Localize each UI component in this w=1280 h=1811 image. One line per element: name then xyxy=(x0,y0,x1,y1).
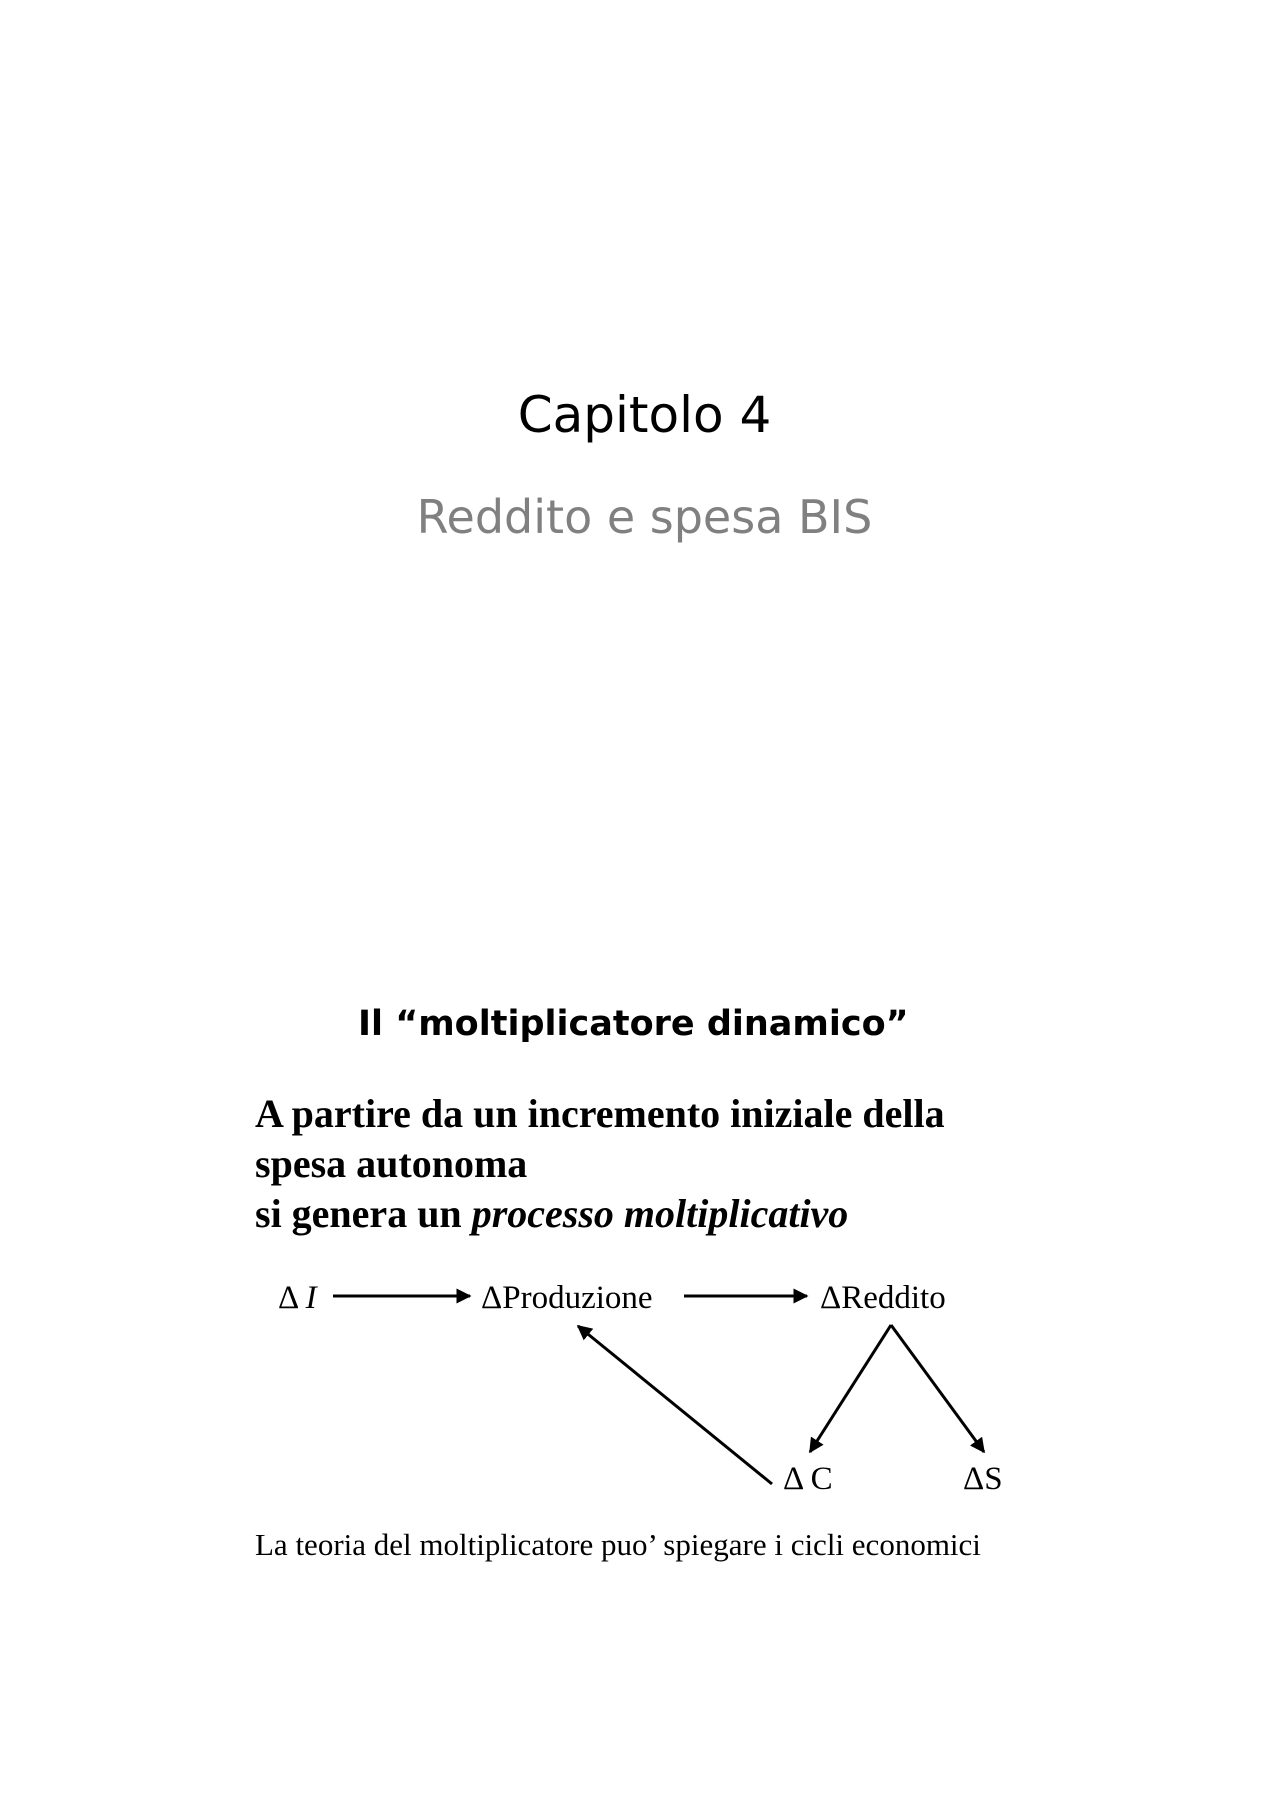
delta-symbol: Δ xyxy=(278,1280,298,1316)
svg-text:ΔReddito xyxy=(820,1280,946,1316)
node-delta-production xyxy=(481,1280,653,1316)
svg-text:Δ I xyxy=(278,1280,319,1316)
chapter-title: Capitolo 4 xyxy=(517,386,772,444)
svg-text:ΔS xyxy=(963,1461,1003,1497)
saving-label: S xyxy=(984,1461,1003,1497)
heading-line-3-emphasis: processo moltiplicativo xyxy=(471,1191,849,1236)
heading-line-2: spesa autonoma xyxy=(255,1141,528,1186)
delta-symbol: Δ xyxy=(820,1280,842,1316)
arrow-income-to-saving xyxy=(891,1325,984,1452)
delta-symbol: Δ xyxy=(783,1461,803,1497)
heading-line-3-prefix: si genera un xyxy=(255,1191,472,1236)
arrow-income-to-consumption xyxy=(810,1325,891,1452)
heading-line-1: A partire da un incremento iniziale della xyxy=(255,1091,945,1136)
slide-title: Il “moltiplicatore dinamico” xyxy=(358,1004,909,1044)
node-delta-investment xyxy=(278,1280,319,1316)
arrow-consumption-to-production xyxy=(578,1326,772,1484)
chapter-subtitle: Reddito e spesa BIS xyxy=(416,490,873,544)
production-label: Produzione xyxy=(502,1280,653,1316)
slide-caption: La teoria del moltiplicatore puo’ spiegare i cicli economici xyxy=(255,1527,981,1562)
delta-symbol: Δ xyxy=(481,1280,503,1316)
svg-text:Δ C xyxy=(783,1461,833,1497)
node-delta-consumption xyxy=(783,1461,833,1497)
delta-symbol: Δ xyxy=(963,1461,985,1497)
income-label: Reddito xyxy=(841,1280,946,1316)
svg-text:ΔProduzione xyxy=(481,1280,653,1316)
node-delta-saving xyxy=(963,1461,1003,1497)
node-delta-income xyxy=(820,1280,946,1316)
investment-label: I xyxy=(305,1280,317,1316)
consumption-label: C xyxy=(810,1461,833,1497)
